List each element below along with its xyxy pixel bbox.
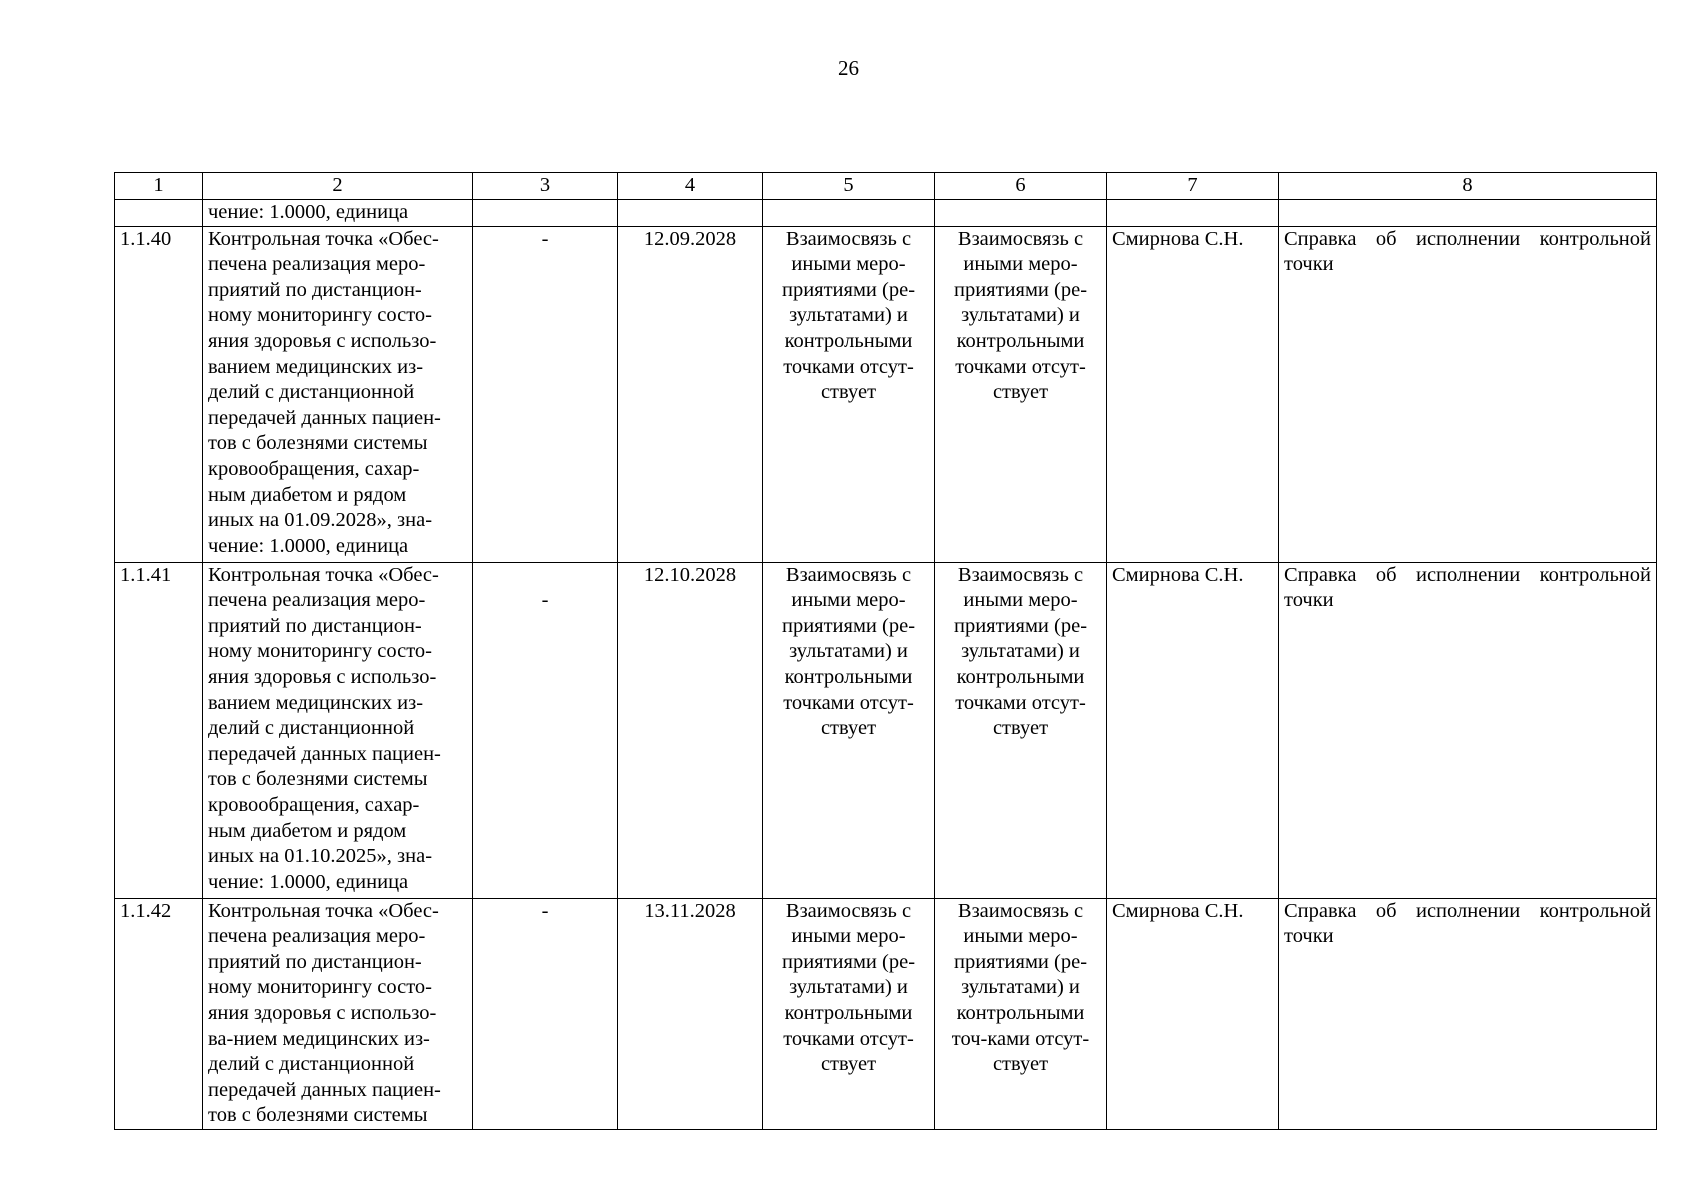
row-description: Контрольная точка «Обес- печена реализация меро- приятий по дистанцион- ному мониторингу состо- яния здоровья с использо- ванием медицинских из- делий с дистанционной передачей данных пациен- тов с болезнями системы кровообращения, сахар- ным диабетом и рядом иных на 01.10.2025», зна- чение: 1.0000, единица [203, 562, 473, 898]
control-points-table [114, 172, 1657, 1130]
column-header: 7 [1107, 173, 1279, 200]
row-col5: Взаимосвязь с иными меро- приятиями (ре- зультатами) и контрольными точками отсут- ствует [763, 562, 935, 898]
row-col6: Взаимосвязь с иными меро- приятиями (ре- зультатами) и контрольными точ-ками отсут- ствует [935, 898, 1107, 1129]
row-number: 1.1.40 [115, 226, 203, 562]
row-description: Контрольная точка «Обес- печена реализация меро- приятий по дистанцион- ному мониторингу состо- яния здоровья с использо- ва-нием медицинских из- делий с дистанционной передачей данных пациен- тов с болезнями системы [203, 898, 473, 1129]
row-responsible: Смирнова С.Н. [1107, 562, 1279, 898]
row-date: 13.11.2028 [618, 898, 763, 1129]
table-cell [935, 199, 1107, 226]
row-number: 1.1.41 [115, 562, 203, 898]
column-header: 4 [618, 173, 763, 200]
column-header: 1 [115, 173, 203, 200]
table-cell [1107, 199, 1279, 226]
page-number: 26 [838, 56, 859, 80]
table-cell [473, 199, 618, 226]
table-row [115, 226, 1657, 562]
column-header: 2 [203, 173, 473, 200]
row-date: 12.09.2028 [618, 226, 763, 562]
row-col5: Взаимосвязь с иными меро- приятиями (ре- зультатами) и контрольными точками отсут- ствует [763, 898, 935, 1129]
table-row [115, 562, 1657, 898]
column-header-row [115, 173, 1657, 200]
row-document: Справка об исполнении контрольной точки [1279, 226, 1657, 562]
row-responsible: Смирнова С.Н. [1107, 898, 1279, 1129]
row-number: 1.1.42 [115, 898, 203, 1129]
row-col5: Взаимосвязь с иными меро- приятиями (ре- зультатами) и контрольными точками отсут- ствует [763, 226, 935, 562]
table-cell [1279, 199, 1657, 226]
table-cell [115, 199, 203, 226]
row-responsible: Смирнова С.Н. [1107, 226, 1279, 562]
continuation-row [115, 199, 1657, 226]
column-header: 5 [763, 173, 935, 200]
table-row [115, 898, 1657, 1129]
table-cell [763, 199, 935, 226]
row-description: Контрольная точка «Обес- печена реализация меро- приятий по дистанцион- ному мониторингу состо- яния здоровья с использо- ванием медицинских из- делий с дистанционной передачей данных пациен- тов с болезнями системы кровообращения, сахар- ным диабетом и рядом иных на 01.09.2028», зна- чение: 1.0000, единица [203, 226, 473, 562]
row-col6: Взаимосвязь с иными меро- приятиями (ре- зультатами) и контрольными точками отсут- ствует [935, 226, 1107, 562]
row-col3: - [473, 226, 618, 562]
row-col3: - [473, 562, 618, 898]
row-col3: - [473, 898, 618, 1129]
row-col6: Взаимосвязь с иными меро- приятиями (ре- зультатами) и контрольными точками отсут- ствует [935, 562, 1107, 898]
column-header: 8 [1279, 173, 1657, 200]
continuation-text: чение: 1.0000, единица [203, 199, 473, 226]
row-document: Справка об исполнении контрольной точки [1279, 898, 1657, 1129]
column-header: 6 [935, 173, 1107, 200]
column-header: 3 [473, 173, 618, 200]
table-cell [618, 199, 763, 226]
row-document: Справка об исполнении контрольной точки [1279, 562, 1657, 898]
row-date: 12.10.2028 [618, 562, 763, 898]
